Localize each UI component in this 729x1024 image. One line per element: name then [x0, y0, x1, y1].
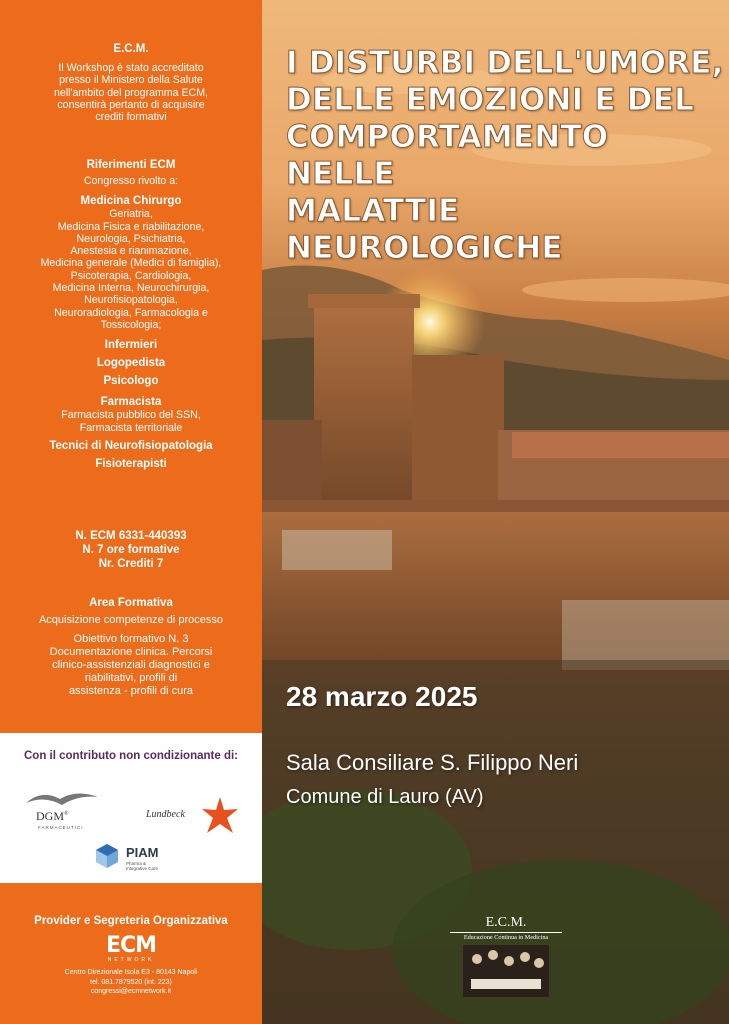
medicina-heading: Medicina Chirurgo [80, 195, 182, 208]
event-title-line: MALATTIE NEUROLOGICHE [286, 193, 563, 266]
ecm-badge-subtitle: Educazione Continua in Medicina [450, 932, 562, 941]
event-title [286, 45, 726, 267]
piam-sub-line: Pharma & [126, 861, 147, 866]
riferimenti-heading: Riferimenti ECM [86, 159, 176, 171]
tecnici-label: Tecnici di Neurofisiopatologia [49, 439, 213, 452]
piam-hexagon-icon [94, 843, 120, 869]
medicina-line: Anestesia e rianimazione, [70, 245, 192, 258]
accreditation-line: consentirà pertanto di acquisire [57, 98, 205, 111]
event-title-line: DELLE EMOZIONI E DEL [286, 82, 695, 118]
dgm-name: DGM [36, 809, 65, 823]
area-line: Acquisizione competenze di processo [38, 614, 224, 626]
area-heading: Area Formativa [89, 597, 173, 609]
medicina-line: Geriatria, [109, 208, 153, 221]
medicina-line: Neuroradiologia, Farmacologia e [54, 306, 208, 319]
medicina-line: Psicoterapia, Cardiologia, [70, 269, 192, 282]
medicina-line: Medicina Fisica e riabilitazione, [57, 220, 205, 233]
logopedista-label: Logopedista [96, 357, 166, 370]
farmacista-line: Farmacista territoriale [79, 421, 183, 434]
obiettivo-line: clinico-assistenziali diagnostici e [52, 659, 210, 671]
ecm-credits: Nr. Crediti 7 [98, 558, 164, 570]
medicina-line: Tossicologia; [100, 318, 162, 331]
accreditation-line: crediti formativi [95, 111, 167, 124]
ecm-numbers-section [8, 529, 254, 571]
accreditation-section [8, 42, 254, 123]
provider-panel [0, 883, 262, 1024]
riferimenti-section [8, 158, 254, 471]
starfish-icon [200, 796, 240, 836]
piam-logo [94, 843, 184, 879]
obiettivo-line: riabilitativi, profili di [84, 672, 178, 684]
seagull-icon [22, 787, 102, 809]
piam-name: PIAM [126, 845, 159, 860]
event-date: 28 marzo 2025 [286, 681, 478, 712]
medicina-line: Medicina generale (Medici di famiglia), [40, 257, 222, 270]
dgm-logo [22, 787, 102, 837]
farmacista-heading: Farmacista [100, 396, 162, 409]
hero-panel [262, 0, 729, 1024]
ecm-badge [444, 915, 568, 1003]
event-town: Comune di Lauro (AV) [286, 786, 484, 808]
event-title-line: I DISTURBI DELL'UMORE, [286, 45, 724, 81]
anatomy-lesson-illustration [463, 945, 549, 997]
accreditation-line: Il Workshop è stato accreditato [58, 62, 204, 74]
provider-address: Centro Direzionale Isola E3 - 80143 Napoli [64, 969, 198, 976]
medicina-line: Neurofisiopatologia, [84, 294, 178, 307]
medicina-line: Medicina Interna, Neurochirurgia, [52, 282, 210, 295]
ecm-badge-title: E.C.M. [485, 915, 527, 930]
left-column [0, 0, 262, 1024]
infermieri-label: Infermieri [104, 339, 158, 352]
area-formativa-section [8, 596, 254, 698]
provider-heading: Provider e Segreteria Organizzativa [34, 915, 228, 927]
accreditation-heading: E.C.M. [113, 43, 149, 55]
event-venue: Sala Consiliare S. Filippo Neri [286, 750, 579, 775]
obiettivo-line: Documentazione clinica. Percorsi [49, 646, 213, 658]
ecm-logo-text: ECM [105, 933, 157, 958]
accreditation-line: nell'ambito del programma ECM, [54, 86, 208, 99]
dgm-sub: FARMACEUTICI [38, 825, 84, 830]
sponsors-title: Con il contributo non condizionante di: [24, 750, 238, 762]
event-title-line: COMPORTAMENTO NELLE [286, 119, 609, 192]
ecm-hours: N. 7 ore formative [82, 544, 180, 556]
ecm-logo-sub: NETWORK [107, 957, 155, 963]
lundbeck-logo [142, 796, 242, 836]
farmacista-line: Farmacista pubblico del SSN, [61, 409, 201, 422]
piam-sub-line: Integrative Care [126, 866, 159, 871]
ecm-network-logo [98, 935, 164, 965]
obiettivo-line: assistenza - profili di cura [68, 685, 194, 697]
obiettivo-line: Obiettivo formativo N. 3 [73, 633, 189, 645]
sponsors-panel [0, 733, 262, 883]
accreditation-line: presso il Ministero della Salute [59, 74, 203, 87]
ecm-number: N. ECM 6331-440393 [75, 530, 187, 542]
psicologo-label: Psicologo [103, 375, 159, 388]
riferimenti-intro: Congresso rivolto a: [83, 175, 179, 187]
provider-email[interactable]: congressi@ecmnetwork.it [90, 988, 172, 995]
provider-tel: tel. 081.7879520 (int. 223) [90, 978, 172, 986]
medicina-line: Neurologia, Psichiatria, [76, 232, 186, 245]
fisioterapisti-label: Fisioterapisti [95, 457, 167, 470]
lundbeck-name: Lundbeck [146, 809, 185, 820]
dgm-tm: ® [64, 811, 69, 817]
info-panel [0, 0, 262, 733]
